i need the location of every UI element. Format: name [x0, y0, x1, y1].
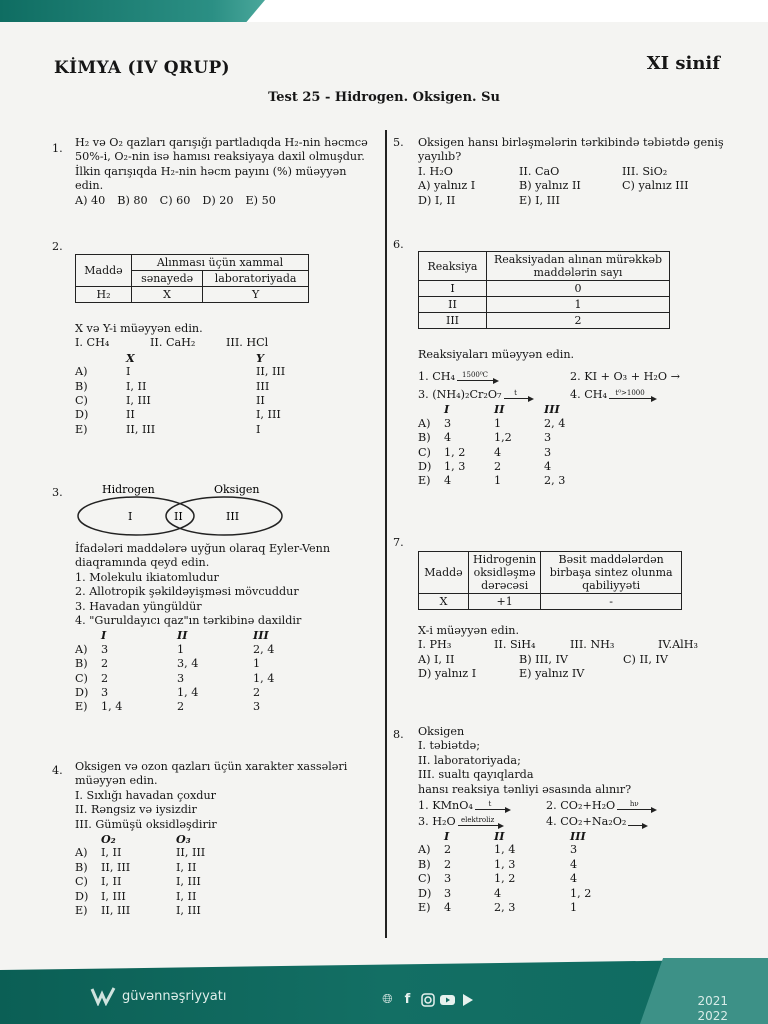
- q8-reactions-row1: [418, 797, 728, 813]
- option-cell: 1, 3: [494, 857, 516, 871]
- option-cell: 4: [444, 431, 452, 445]
- column-divider: [385, 130, 387, 938]
- option-cell: II: [126, 408, 135, 422]
- answer-option-row[interactable]: [418, 901, 728, 915]
- q8-reaction-3: 3. H₂O: [418, 814, 456, 828]
- option-cell: I, III: [101, 889, 126, 903]
- venn-circle-oxygen: [166, 497, 282, 535]
- option-cell: II, III: [101, 904, 131, 918]
- option-cell: II, III: [126, 422, 156, 436]
- answer-option-row[interactable]: [418, 417, 728, 431]
- q2-item-1: I. CH₄: [75, 336, 110, 350]
- option-letter: D): [75, 889, 89, 903]
- q4-header-o2: O₂: [101, 832, 116, 847]
- q3-headers: [75, 628, 375, 642]
- q3-line2: diaqramında qeyd edin.: [75, 556, 210, 570]
- option-cell: II, III: [101, 860, 131, 874]
- option-letter: E): [418, 901, 431, 915]
- option-c[interactable]: C) 60: [159, 193, 191, 207]
- q4-statement-2: II. Rəngsiz və iysizdir: [75, 803, 197, 817]
- arrow-icon: [475, 802, 511, 813]
- q2-header-y: Y: [256, 350, 264, 365]
- option-cell: 2, 4: [253, 642, 275, 656]
- option-letter: D): [418, 460, 432, 474]
- option-letter: E): [75, 904, 88, 918]
- q2-items: [75, 336, 375, 350]
- option-cell: I, II: [101, 875, 122, 889]
- question-5-body: [418, 136, 728, 208]
- option-cell: I, III: [176, 875, 201, 889]
- q8-line5: hansı reaksiya tənliyi əsasında alınır?: [418, 782, 632, 796]
- q5-line1: Oksigen hansı birləşmələrin tərkibində təbiətdə geniş: [418, 136, 724, 149]
- option-cell: I, II: [126, 379, 147, 393]
- q4-statement-3: III. Gümüşü oksidləşdirir: [75, 817, 217, 831]
- q6-row-2-reaction: II: [419, 297, 487, 313]
- option-b[interactable]: B) 80: [117, 193, 148, 207]
- q7-th-substance: Maddə: [419, 552, 469, 594]
- youtube-icon[interactable]: [440, 992, 455, 1007]
- q8-answer-rows: [418, 843, 728, 915]
- answer-option-row[interactable]: [418, 843, 728, 857]
- arrow-icon: [617, 802, 657, 813]
- q8-reaction-4: 4. CO₂+Na₂O₂: [546, 814, 627, 828]
- option-cell: I, III: [176, 904, 201, 918]
- q1-line2: 50%-i, O₂-nin isə hamısı reaksiyaya daxil olmuşdur.: [75, 150, 365, 164]
- q1-line1: H₂ və O₂ qazları qarışığı partladıqda H₂-nin həcmcə: [75, 136, 368, 149]
- venn-region-1: I: [128, 510, 133, 523]
- venn-region-3: III: [226, 510, 240, 523]
- arrow-icon: [457, 373, 499, 384]
- option-cell: 1: [494, 474, 502, 488]
- q6-table: [418, 251, 670, 329]
- option-a[interactable]: A) I, II: [418, 652, 455, 666]
- option-cell: 1, 2: [570, 886, 592, 900]
- option-letter: E): [75, 700, 88, 714]
- q6-reaction-1: 1. CH₄: [418, 370, 456, 383]
- option-letter: D): [418, 886, 432, 900]
- q5-options-row2: [418, 194, 728, 208]
- question-3-number: 3.: [52, 486, 63, 499]
- q6-reaction-1-condition: 1500⁰C: [462, 371, 489, 380]
- q1-line3: İlkin qarışıqda H₂-nin həcm payını (%) müəyyən edin.: [75, 164, 347, 193]
- q2-th-substance: Maddə: [76, 255, 132, 287]
- q2-td-y: Y: [203, 287, 309, 303]
- option-letter: C): [75, 394, 88, 408]
- q3-statement-2: 2. Allotropik şəkildəyişməsi mövcuddur: [75, 585, 299, 599]
- facebook-icon[interactable]: f: [404, 992, 411, 1007]
- q2-td-x: X: [132, 287, 203, 303]
- question-2-body: [75, 322, 375, 437]
- option-letter: B): [75, 379, 88, 393]
- q5-item-1: I. H₂O: [418, 164, 453, 178]
- option-cell: 2: [444, 843, 452, 857]
- grade-label: XI sinif: [646, 53, 720, 74]
- q6-th-count: Reaksiyadan alınan mürəkkəb maddələrin sayı: [487, 252, 670, 281]
- q5-line2: yayılıb?: [418, 150, 462, 164]
- question-3-body: [75, 542, 375, 715]
- option-letter: B): [418, 857, 431, 871]
- answer-option-row[interactable]: [75, 380, 375, 394]
- option-c[interactable]: C) yalnız III: [622, 179, 689, 193]
- q6-reactions-row1: [418, 366, 728, 384]
- answer-option-row[interactable]: [75, 846, 375, 860]
- option-cell: 2: [177, 700, 185, 714]
- option-cell: 2: [444, 857, 452, 871]
- option-letter: B): [75, 657, 88, 671]
- option-cell: 1, 4: [177, 686, 199, 700]
- answer-option-row[interactable]: [75, 904, 375, 918]
- option-cell: 3: [544, 431, 552, 445]
- q7-th-oxidation: Hidrogenin oksidləşmə dərəcəsi: [469, 552, 541, 594]
- q5-items: [418, 165, 728, 179]
- option-cell: 2: [101, 671, 109, 685]
- q8-reaction-2-condition: hν: [629, 800, 639, 809]
- option-e[interactable]: E) 50: [245, 193, 276, 207]
- option-cell: I: [126, 365, 131, 379]
- q3-statement-1: 1. Molekulu ikiatomludur: [75, 570, 219, 584]
- option-d[interactable]: D) I, II: [418, 193, 456, 207]
- q4-line2: müəyyən edin.: [75, 774, 158, 788]
- option-letter: E): [418, 474, 431, 488]
- q8-header-2: II: [494, 829, 505, 844]
- q2-th-raw: Alınması üçün xammal: [132, 255, 309, 271]
- answer-option-row[interactable]: [75, 643, 375, 657]
- q6-reaction-4-condition: t⁰>1000: [615, 389, 645, 398]
- q2-table: [75, 254, 309, 303]
- option-letter: C): [75, 671, 88, 685]
- question-5-number: 5.: [393, 136, 404, 149]
- option-e[interactable]: E) I, III: [519, 193, 560, 207]
- option-b[interactable]: B) yalnız II: [519, 179, 581, 193]
- option-c[interactable]: C) II, IV: [623, 652, 668, 666]
- q2-prompt: X və Y-i müəyyən edin.: [75, 322, 203, 335]
- option-cell: 1,2: [494, 431, 512, 445]
- q7-item-4: IV.AlH₃: [658, 638, 698, 652]
- q7-options-row1: [418, 653, 728, 667]
- answer-option-row[interactable]: [75, 861, 375, 875]
- question-2-number: 2.: [52, 240, 63, 253]
- option-letter: C): [418, 445, 431, 459]
- q2-answer-rows: [75, 365, 375, 437]
- year-end: 2022: [697, 1009, 728, 1023]
- answer-option-row[interactable]: [75, 890, 375, 904]
- social-links: [380, 992, 475, 1007]
- option-cell: 2, 4: [544, 416, 566, 430]
- option-letter: D): [75, 686, 89, 700]
- q7-item-3: III. NH₃: [570, 638, 615, 652]
- option-cell: 1: [494, 416, 502, 430]
- q8-line3: II. laboratoriyada;: [418, 753, 521, 767]
- option-cell: 3: [444, 872, 452, 886]
- question-6-body: [418, 348, 728, 489]
- option-cell: 3: [444, 886, 452, 900]
- option-a[interactable]: A) yalnız I: [418, 179, 476, 193]
- answer-option-row[interactable]: [418, 872, 728, 886]
- q8-line1: Oksigen: [418, 725, 465, 738]
- question-1: [75, 136, 375, 208]
- option-b[interactable]: B) III, IV: [519, 652, 569, 666]
- q7-td-synthesis: -: [541, 594, 682, 610]
- option-letter: A): [75, 846, 88, 860]
- option-cell: 2, 3: [494, 901, 516, 915]
- option-cell: I, III: [256, 408, 281, 422]
- option-cell: 4: [570, 857, 578, 871]
- option-cell: 2: [101, 657, 109, 671]
- q7-item-2: II. SiH₄: [494, 638, 536, 652]
- answer-option-row[interactable]: [75, 394, 375, 408]
- q3-header-2: II: [177, 628, 188, 643]
- q6-reaction-2: 2. KI + O₃ + H₂O →: [570, 370, 680, 383]
- q7-items: [418, 638, 728, 652]
- option-cell: 4: [570, 872, 578, 886]
- q6-th-reaction: Reaksiya: [419, 252, 487, 281]
- q8-header-1: I: [444, 829, 450, 844]
- q6-header-1: I: [444, 402, 450, 417]
- arrow-icon: [628, 818, 648, 829]
- option-cell: 3: [253, 700, 261, 714]
- q6-row-1-count: 0: [487, 281, 670, 297]
- q7-table: [418, 551, 682, 610]
- answer-option-row[interactable]: [418, 460, 728, 474]
- question-4-number: 4.: [52, 764, 63, 777]
- q7-prompt: X-i müəyyən edin.: [418, 624, 520, 637]
- question-4-body: [75, 760, 375, 918]
- q2-header-x: X: [126, 350, 135, 365]
- q6-reaction-3-condition: t: [514, 389, 517, 398]
- option-cell: 4: [444, 901, 452, 915]
- q7-th-synthesis: Bəsit maddələrdən birbaşa sintez olunma qabiliyyəti: [541, 552, 682, 594]
- option-cell: II, III: [176, 846, 206, 860]
- q3-header-3: III: [253, 628, 269, 643]
- q8-headers: [418, 829, 728, 843]
- q7-options-row2: [418, 667, 728, 681]
- q6-header-3: III: [544, 402, 560, 417]
- q6-row-3-count: 2: [487, 313, 670, 329]
- option-cell: 1, 4: [101, 700, 123, 714]
- option-letter: D): [75, 408, 89, 422]
- answer-option-row[interactable]: [75, 365, 375, 379]
- answer-option-row[interactable]: [75, 875, 375, 889]
- q4-line1: Oksigen və ozon qazları üçün xarakter xassələri: [75, 760, 348, 773]
- option-cell: 1, 2: [444, 445, 466, 459]
- footer: [0, 958, 768, 1024]
- venn-diagram: [74, 482, 284, 540]
- q2-th-industry: sənayedə: [132, 271, 203, 287]
- q6-row-2-count: 1: [487, 297, 670, 313]
- option-a[interactable]: A) 40: [75, 193, 106, 207]
- answer-option-row[interactable]: [418, 431, 728, 445]
- option-cell: I, III: [126, 394, 151, 408]
- option-cell: 1: [253, 657, 261, 671]
- question-1-number: 1.: [52, 142, 63, 155]
- q6-header-2: II: [494, 402, 505, 417]
- option-cell: 1, 4: [494, 843, 516, 857]
- q6-answer-rows: [418, 417, 728, 489]
- option-letter: B): [418, 431, 431, 445]
- year-start: 2021: [697, 994, 728, 1008]
- option-letter: B): [75, 860, 88, 874]
- option-cell: 4: [444, 474, 452, 488]
- answer-option-row[interactable]: [418, 474, 728, 488]
- q6-reaction-3: 3. (NH₄)₂Cr₂O₇: [418, 388, 502, 401]
- q3-statement-4: 4. "Guruldayıcı qaz"ın tərkibinə daxildir: [75, 614, 302, 628]
- q8-header-3: III: [570, 829, 586, 844]
- q4-headers: [75, 832, 375, 846]
- q2-th-lab: laboratoriyada: [203, 271, 309, 287]
- q5-item-2: II. CaO: [519, 164, 560, 178]
- option-cell: 3: [101, 642, 109, 656]
- option-cell: 1: [177, 642, 185, 656]
- option-cell: 1: [570, 901, 578, 915]
- option-cell: 3: [444, 416, 452, 430]
- option-cell: 3: [177, 671, 185, 685]
- q2-item-3: III. HCl: [226, 336, 269, 350]
- option-letter: A): [75, 365, 88, 379]
- arrow-icon: [458, 818, 504, 829]
- question-6-number: 6.: [393, 238, 404, 251]
- q3-header-1: I: [101, 628, 107, 643]
- q5-options-row1: [418, 179, 728, 193]
- publisher-logo[interactable]: [90, 986, 226, 1006]
- option-cell: I: [256, 422, 261, 436]
- option-e[interactable]: E) yalnız IV: [519, 667, 585, 681]
- option-letter: E): [75, 422, 88, 436]
- question-7-number: 7.: [393, 536, 404, 549]
- answer-option-row[interactable]: [75, 657, 375, 671]
- option-cell: 1, 3: [444, 460, 466, 474]
- q6-headers: [418, 402, 728, 416]
- q2-headers: [75, 351, 375, 365]
- q6-reaction-4: 4. CH₄: [570, 388, 608, 401]
- q6-reactions-row2: [418, 384, 728, 402]
- answer-option-row[interactable]: [75, 686, 375, 700]
- option-letter: A): [75, 642, 88, 656]
- venn-label-oxygen: Oksigen: [214, 483, 260, 496]
- play-icon[interactable]: [460, 992, 475, 1007]
- q1-options: [75, 194, 375, 208]
- option-cell: 3: [544, 445, 552, 459]
- q8-reaction-3-condition: elektroliz: [461, 816, 495, 825]
- test-title: Test 25 - Hidrogen. Oksigen. Su: [268, 90, 500, 105]
- answer-option-row[interactable]: [418, 446, 728, 460]
- question-7-body: [418, 624, 728, 682]
- publisher-logo-icon: [90, 986, 116, 1006]
- question-8-number: 8.: [393, 728, 404, 741]
- publisher-name: güvənnəşriyyatı: [122, 988, 227, 1004]
- q4-header-o3: O₃: [176, 832, 191, 847]
- option-cell: 2: [494, 460, 502, 474]
- q5-item-3: III. SiO₂: [622, 164, 668, 178]
- q8-reaction-1: 1. KMnO₄: [418, 798, 473, 812]
- instagram-icon[interactable]: [420, 992, 435, 1007]
- option-letter: A): [418, 416, 431, 430]
- option-cell: 3: [570, 843, 578, 857]
- option-cell: I, II: [176, 860, 197, 874]
- q7-td-substance: X: [419, 594, 469, 610]
- q2-item-2: II. CaH₂: [150, 336, 196, 350]
- answer-option-row[interactable]: [418, 858, 728, 872]
- question-8-body: [418, 725, 728, 915]
- answer-option-row[interactable]: [75, 700, 375, 714]
- option-letter: C): [75, 875, 88, 889]
- q8-reactions-row2: [418, 813, 728, 829]
- option-cell: II: [256, 394, 265, 408]
- answer-option-row[interactable]: [75, 672, 375, 686]
- option-d[interactable]: D) 20: [202, 193, 234, 207]
- q4-statement-1: I. Sıxlığı havadan çoxdur: [75, 788, 217, 802]
- q8-line2: I. təbiətdə;: [418, 739, 481, 753]
- q8-reaction-1-condition: t: [488, 800, 492, 809]
- option-cell: 3, 4: [177, 657, 199, 671]
- option-cell: I, II: [176, 889, 197, 903]
- q3-statement-3: 3. Havadan yüngüldür: [75, 599, 202, 613]
- option-cell: II, III: [256, 365, 286, 379]
- option-cell: 4: [494, 886, 502, 900]
- q6-prompt: Reaksiyaları müəyyən edin.: [418, 348, 575, 361]
- venn-region-2: II: [174, 510, 183, 523]
- header-accent-strip: [0, 0, 768, 22]
- q7-td-oxidation: +1: [469, 594, 541, 610]
- option-cell: 1, 4: [253, 671, 275, 685]
- option-cell: 4: [494, 445, 502, 459]
- q2-td-substance: H₂: [76, 287, 132, 303]
- answer-option-row[interactable]: [75, 408, 375, 422]
- option-letter: A): [418, 843, 431, 857]
- option-cell: 3: [101, 686, 109, 700]
- arrow-icon: [504, 391, 534, 402]
- web-globe-icon[interactable]: 🌐︎: [382, 992, 393, 1007]
- answer-option-row[interactable]: [75, 423, 375, 437]
- option-cell: 1, 2: [494, 872, 516, 886]
- venn-label-hydrogen: Hidrogen: [102, 483, 155, 496]
- q6-row-1-reaction: I: [419, 281, 487, 297]
- q8-reaction-2: 2. CO₂+H₂O: [546, 798, 616, 812]
- q4-answer-rows: [75, 846, 375, 918]
- q3-line1: İfadələri maddələrə uyğun olaraq Eyler-Venn: [75, 542, 331, 555]
- option-cell: I, II: [101, 846, 122, 860]
- option-d[interactable]: D) yalnız I: [418, 667, 477, 681]
- option-cell: 2: [253, 686, 261, 700]
- q6-row-3-reaction: III: [419, 313, 487, 329]
- q8-line4: III. sualtı qayıqlarda: [418, 768, 534, 782]
- q7-item-1: I. PH₃: [418, 638, 452, 652]
- subject-title: KİMYA (IV QRUP): [54, 58, 230, 78]
- arrow-icon: [609, 391, 657, 402]
- option-letter: C): [418, 872, 431, 886]
- option-cell: 2, 3: [544, 474, 566, 488]
- option-cell: 4: [544, 460, 552, 474]
- q3-answer-rows: [75, 643, 375, 715]
- answer-option-row[interactable]: [418, 887, 728, 901]
- option-cell: III: [256, 379, 270, 393]
